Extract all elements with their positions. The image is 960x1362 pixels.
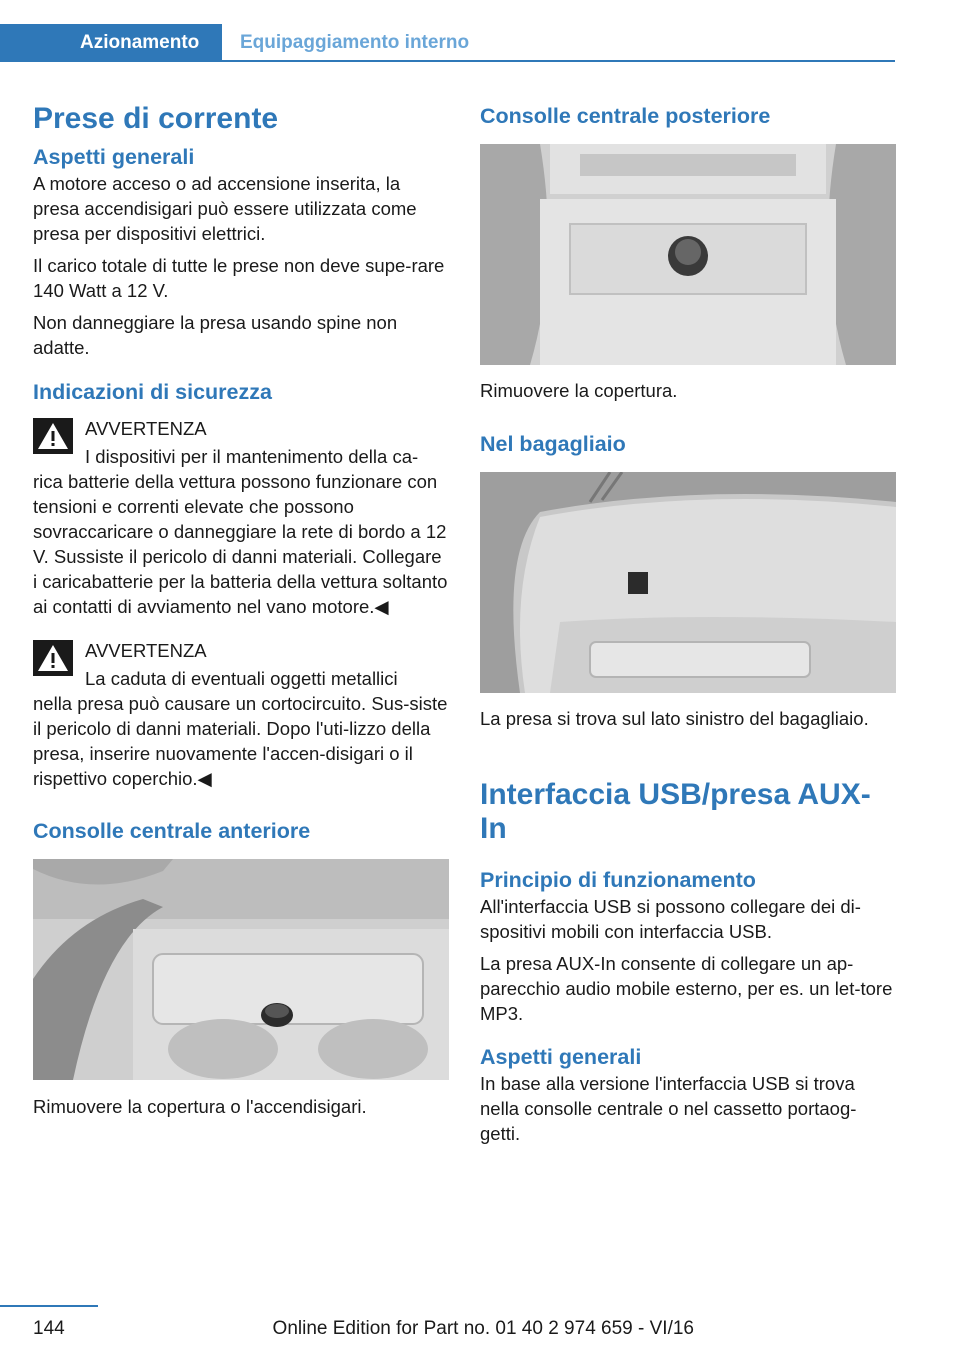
warning-text: nella presa può causare un cortocircuito. Sus‐siste il pericolo di danni materiali. Dopo l'uti‐lizzo della presa, inserire nuovamente l'accen‐disigari o il rispettivo coperchio.◀	[33, 693, 448, 789]
warning-line: I dispositivi per il mantenimento della ca‐	[85, 446, 419, 467]
warning-line: La caduta di eventuali oggetti metallici	[85, 668, 398, 689]
edition-label: Online Edition for Part no. 01 40 2 974 659 - VI/16	[272, 1318, 694, 1339]
safety-heading: Indicazioni di sicurezza	[33, 380, 272, 404]
general-paragraph-2: Il carico totale di tutte le prese non deve supe‐rare 140 Watt a 12 V.	[33, 255, 445, 301]
usb-title: Interfaccia USB/presa AUX-In	[480, 778, 871, 845]
left-column	[33, 96, 449, 1119]
front-console-heading: Consolle centrale anteriore	[33, 819, 311, 843]
warning-text: rica batterie della vettura possono funzionare con tensioni e correnti elevate che possono sovraccaricare o danneggiare la rete di bordo a 12 V. Sussiste il pericolo di danni materiali. Collegare i caricabatterie per la batteria della vettura soltanto ai contatti di avviamento nel vano motore.◀	[33, 471, 448, 617]
section-title: Prese di corrente	[33, 102, 279, 135]
trunk-image	[480, 472, 896, 693]
warning-label: AVVERTENZA	[85, 418, 207, 439]
warning-triangle-icon	[33, 640, 73, 676]
front-console-image	[33, 859, 449, 1080]
general2-paragraph-1: In base alla versione l'interfaccia USB si trova nella consolle centrale o nel cassetto portaog‐getti.	[480, 1073, 857, 1144]
principle-paragraph-2: La presa AUX-In consente di collegare un ap‐parecchio audio mobile esterno, per es. un let‐tore MP3.	[480, 953, 893, 1024]
general-paragraph-1: A motore acceso o ad accensione inserita, la presa accendisigari può essere utilizzata come presa per dispositivi elettrici.	[33, 173, 417, 244]
principle-heading: Principio di funzionamento	[480, 868, 756, 892]
general-paragraph-3: Non danneggiare la presa usando spine non adatte.	[33, 312, 398, 358]
warning-block-1	[33, 416, 449, 619]
tab-azionamento[interactable]: Azionamento	[0, 24, 222, 62]
warning-triangle-icon	[33, 418, 73, 454]
rear-console-caption: Rimuovere la copertura.	[480, 380, 678, 401]
footer-rule	[0, 1305, 98, 1307]
tab-equipaggiamento-interno[interactable]: Equipaggiamento interno	[240, 32, 470, 53]
principle-paragraph-1: All'interfaccia USB si possono collegare dei di‐spositivi mobili con interfaccia USB.	[480, 896, 861, 942]
rear-console-heading: Consolle centrale posteriore	[480, 104, 771, 128]
trunk-heading: Nel bagagliaio	[480, 432, 626, 456]
front-console-caption: Rimuovere la copertura o l'accendisigari.	[33, 1096, 367, 1117]
warning-block-2	[33, 638, 449, 791]
page-number: 144	[33, 1318, 65, 1339]
right-column	[480, 96, 896, 1146]
rear-console-image	[480, 144, 896, 365]
chapter-tabs	[0, 24, 895, 62]
trunk-caption: La presa si trova sul lato sinistro del bagagliaio.	[480, 708, 869, 729]
general2-heading: Aspetti generali	[480, 1045, 642, 1069]
warning-label: AVVERTENZA	[85, 640, 207, 661]
general-heading: Aspetti generali	[33, 145, 195, 169]
